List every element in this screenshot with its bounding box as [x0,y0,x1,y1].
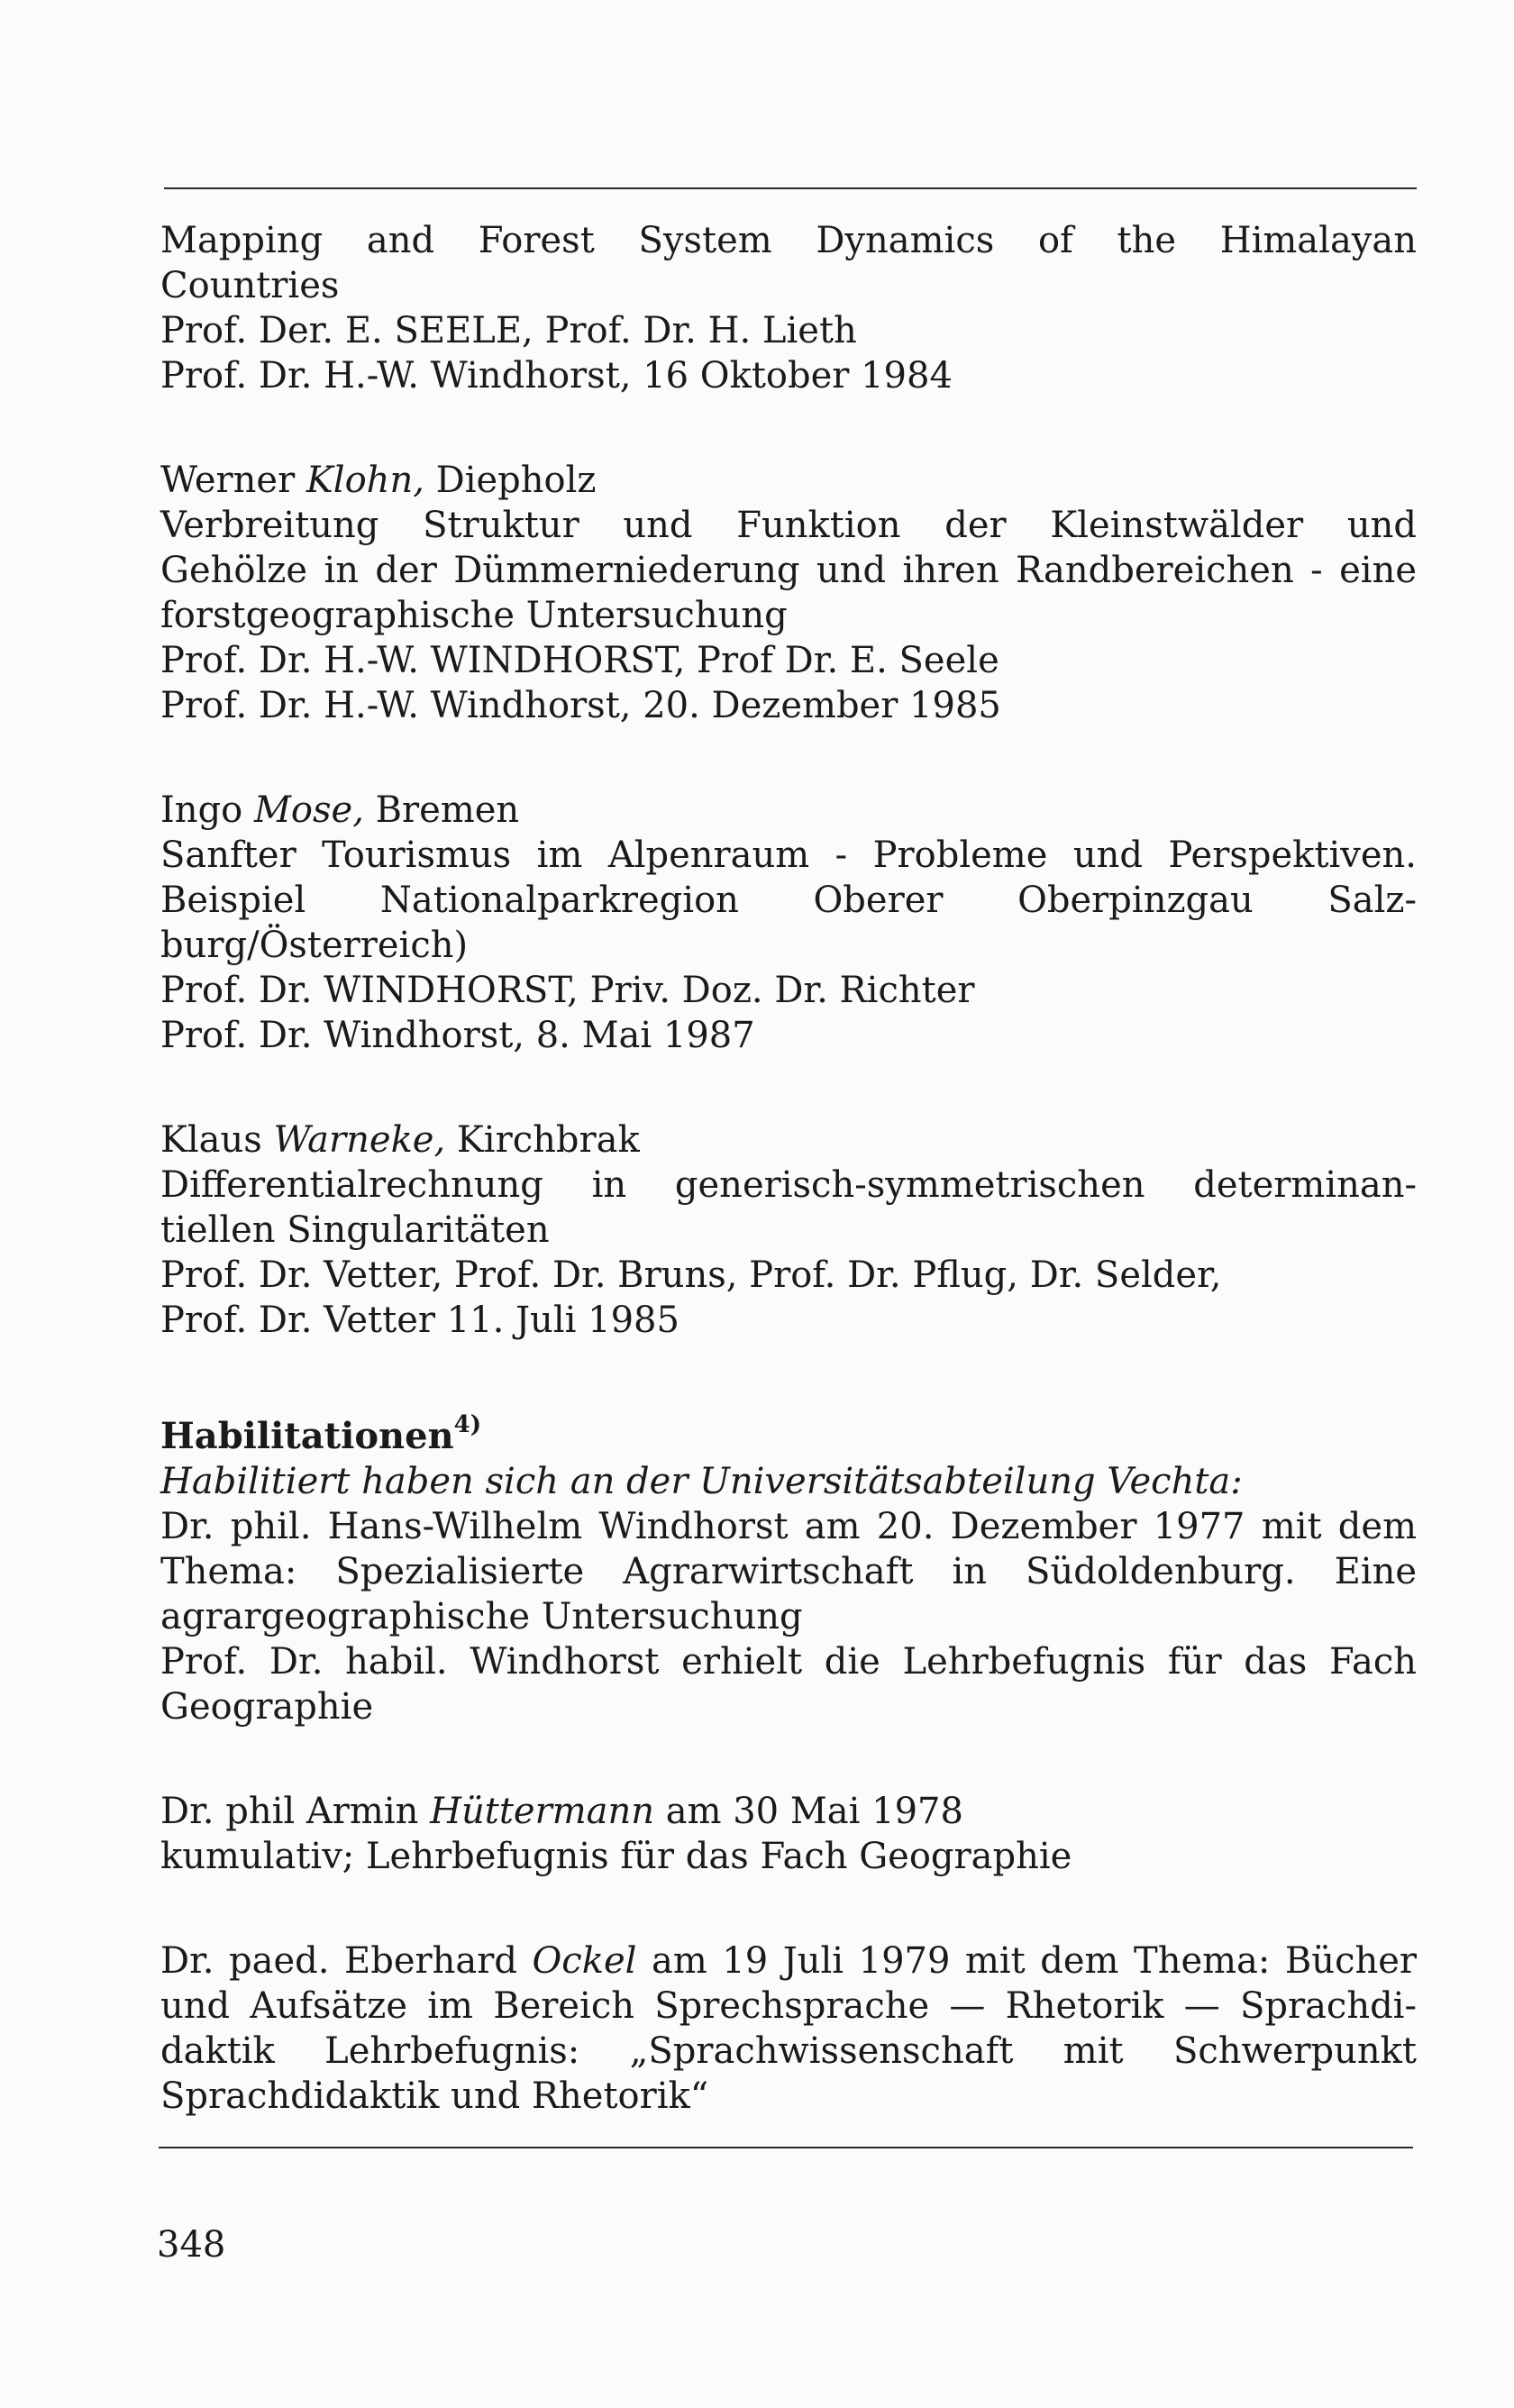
text-line: burg/Österreich) [160,925,469,966]
author-first-name: Ingo [160,789,243,831]
author-line [160,458,1417,503]
habilitation-entry-1 [160,1459,1417,1729]
author-place: Kirchbrak [456,1119,640,1161]
author-place: Diepholz [435,460,597,501]
text-line: Prof. Dr. H.-W. Windhorst, 20. Dezember 1985 [160,685,1001,726]
text-line: Prof. Dr. Windhorst, 8. Mai 1987 [160,1015,755,1056]
footnote-marker: 4) [453,1411,482,1438]
text-line: Countries [160,265,340,306]
text-line: agrargeographische Untersuchung [160,1596,803,1637]
author-place: Bremen [375,789,520,831]
text-line: tiellen Singularitäten [160,1209,550,1251]
author-name: Hüttermann [430,1791,654,1832]
author-line [160,1117,1417,1163]
author-last-name: Mose, [253,789,364,831]
text-line: forstgeographische Untersuchung [160,595,788,636]
section-heading-habilitationen [160,1402,1417,1459]
text-line: Prof. Dr. Vetter, Prof. Dr. Bruns, Prof. Dr. Pflug, Dr. Selder, [160,1254,1222,1296]
author-prefix: Dr. phil Armin [160,1791,419,1832]
author-prefix: Dr. paed. Eberhard [160,1940,517,1982]
text-line: Thema: Spezialisierte Agrarwirtschaft in Südoldenburg. Eine [160,1551,1417,1592]
dissertation-entry-1 [160,218,1417,398]
habilitation-entry-2 [160,1789,1417,1879]
text-line: Verbreitung Struktur und Funktion der Kleinstwälder und [160,505,1417,546]
heading-text: Habilitationen [160,1415,454,1457]
dissertation-entry-4 [160,1117,1417,1343]
dissertation-entry-2 [160,458,1417,728]
text-line: Prof. Dr. WINDHORST, Priv. Doz. Dr. Richter [160,970,975,1011]
author-line [160,1789,1417,1834]
section-intro: Habilitiert haben sich an der Universitätsabteilung Vechta: [160,1461,1243,1502]
habilitation-entry-3 [160,1938,1417,2119]
bottom-rule [159,2147,1413,2148]
text-line: und Aufsätze im Bereich Sprechsprache — Rhetorik — Sprachdi- [160,1985,1417,2027]
top-rule [164,187,1417,189]
author-suffix: am 19 Juli 1979 mit dem Thema: Bücher [651,1940,1418,1982]
text-line: Prof. Dr. habil. Windhorst erhielt die Lehrbefugnis für das Fach [160,1641,1417,1683]
text-line: Beispiel Nationalparkregion Oberer Oberpinzgau Salz- [160,880,1417,921]
text-line: Prof. Der. E. SEELE, Prof. Dr. H. Lieth [160,310,857,351]
page-number: 348 [157,2224,226,2266]
text-line: Prof. Dr. H.-W. WINDHORST, Prof Dr. E. Seele [160,640,999,681]
author-last-name: Klohn, [306,460,424,501]
page-body [160,218,1417,2119]
text-line: Geographie [160,1686,374,1728]
author-line [160,1938,1417,1984]
author-last-name: Warneke, [273,1119,446,1161]
text-line: Dr. phil. Hans-Wilhelm Windhorst am 20. Dezember 1977 mit dem [160,1506,1417,1547]
text-line: Prof. Dr. Vetter 11. Juli 1985 [160,1300,679,1341]
text-line: Gehölze in der Dümmerniederung und ihren Randbereichen - eine [160,550,1417,591]
text-line: daktik Lehrbefugnis: „Sprachwissenschaft mit Schwerpunkt [160,2030,1417,2072]
text-line: Sprachdidaktik und Rhetorik“ [160,2075,709,2117]
dissertation-entry-3 [160,788,1417,1058]
text-line: kumulativ; Lehrbefugnis für das Fach Geographie [160,1836,1072,1877]
author-first-name: Klaus [160,1119,262,1161]
text-line: Prof. Dr. H.-W. Windhorst, 16 Oktober 1984 [160,355,953,397]
text-line: Mapping and Forest System Dynamics of the Himalayan [160,220,1417,261]
author-first-name: Werner [160,460,296,501]
text-line: Differentialrechnung in generisch-symmetrischen determinan- [160,1164,1417,1206]
author-suffix: am 30 Mai 1978 [665,1791,963,1832]
author-name: Ockel [532,1940,637,1982]
author-line [160,788,1417,833]
text-line: Sanfter Tourismus im Alpenraum - Probleme und Perspektiven. [160,835,1417,876]
